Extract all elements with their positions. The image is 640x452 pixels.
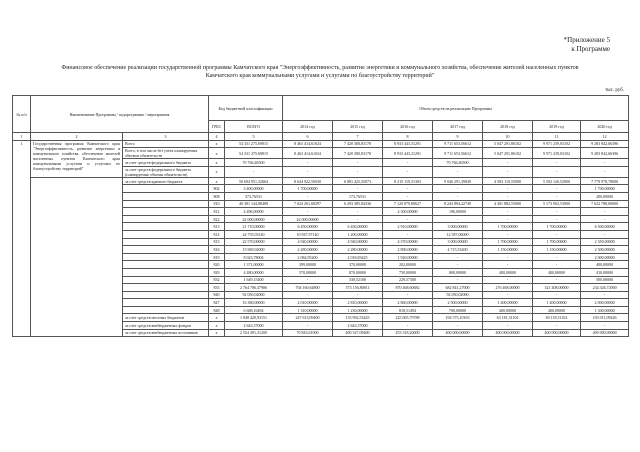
year-amount: 1 400,00000 [533,299,581,307]
year-amount: - [483,208,533,216]
total-amount: 2 643,37000 [225,322,283,330]
year-amount: 400 327,09400 [333,329,383,337]
total-amount: 4 480,00000 [225,268,283,276]
year-amount: - [483,192,533,200]
grbs-code: x [209,166,225,177]
grbs-code: x [209,329,225,337]
total-amount: 24 755,03140 [225,230,283,238]
total-amount: 92 050,02000 [225,291,283,299]
column-number-cell: 2 [31,133,123,141]
total-amount: 16 380,00000 [225,299,283,307]
year-amount: 400 000,00000 [483,329,533,337]
grbs-code: 848 [209,306,225,314]
funding-source: Всего, в том числе без учета планируемых объемов обязательств [123,148,209,159]
grbs-code: x [209,140,225,148]
year-amount: 63 181,31102 [483,314,533,322]
total-amount: 40 381 144,88489 [225,200,283,208]
year-amount: 3 000,00000 [433,223,483,231]
year-amount: - [581,159,629,167]
year-amount: 400 000,00000 [581,329,629,337]
grbs-code: 822 [209,215,225,223]
total-amount: 4 496,00000 [225,208,283,216]
year-amount: 247 613,09400 [283,314,333,322]
year-amount: - [433,253,483,261]
column-number-row [13,133,629,141]
year-amount: 4 583 110,55000 [483,177,533,185]
header-num: № п/п [13,96,31,133]
year-amount: 6 500,00000 [581,223,629,231]
year-amount: - [383,159,433,167]
year-amount: - [533,185,581,193]
year-amount: 9 971 239,03102 [533,140,581,148]
appendix-note [564,36,610,54]
year-amount: - [483,159,533,167]
year-amount: 3 000,00000 [433,238,483,246]
year-amount: 42 000,00000 [283,215,333,223]
title-line-2: Камчатского края коммунальными услугами и услугами по благоустройству территорий" [205,73,435,79]
column-number-cell: 7 [333,133,383,141]
year-amount: 1 700,00000 [533,238,581,246]
year-amount: - [533,208,581,216]
total-amount: 42 000,00000 [225,215,283,223]
year-amount: 69 118,51102 [533,314,581,322]
year-amount: - [383,215,433,223]
total-amount: 21 710,00000 [225,223,283,231]
year-amount: 400 000,00000 [433,329,483,337]
year-amount: 400,00000 [483,268,533,276]
year-amount: 9 711 653,56612 [433,140,483,148]
total-amount: 22 570,00000 [225,238,283,246]
year-amount: 2 860,00000 [383,299,433,307]
year-amount: 12 587,06000 [433,230,483,238]
year-amount: 1 700,00000 [283,185,333,193]
year-amount: 7 120 879,80627 [383,200,433,208]
year-amount: - [533,261,581,269]
year-amount: 6 450,00000 [283,223,333,231]
year-amount: - [581,215,629,223]
year-amount: 750,00000 [383,268,433,276]
year-amount: 6 450,00000 [333,223,383,231]
year-amount: 7 779 978,78000 [581,177,629,185]
year-amount: 194 575,10163 [433,314,483,322]
funding-source [123,299,209,307]
title-line-1: Финансовое обеспечение реализации государственной программы Камчатского края "Энергоэффективность, развитие энергетики и коммунального хозяйства, обеспечение жителей населенных пунктов [61,65,579,71]
year-amount: 4 940,00000 [283,238,333,246]
program-name: Государственная программа Камчатского края "Энергоэффективность, развитие энергетики и коммунального хозяйства, обеспечение жителей населенных пунктов Камчатского края коммунальными услугами и услугами по благоустройству территорий" [31,140,123,177]
year-amount: 800,00000 [433,268,483,276]
year-amount: 225 605,79788 [383,314,433,322]
year-amount: 570,00000 [283,268,333,276]
total-amount: 2 554 491,31200 [225,329,283,337]
year-amount: 5 047 291,86102 [483,148,533,159]
funding-source [123,223,209,231]
column-number-cell: 3 [123,133,209,141]
year-amount: 9 283 842,66396 [581,148,629,159]
year-amount: - [333,185,383,193]
funding-source [123,253,209,261]
column-number-cell: 6 [283,133,333,141]
grbs-code: x [209,177,225,185]
year-amount: 330,52100 [333,276,383,284]
total-amount: 6 668,16494 [225,306,283,314]
year-amount: - [533,291,581,299]
year-amount: 700,00000 [433,306,483,314]
year-amount: 4 370,00000 [383,238,433,246]
funding-source [123,230,209,238]
year-amount: - [483,185,533,193]
total-amount: 1 048 420,93151 [225,314,283,322]
year-amount: 1 230,00000 [333,306,383,314]
year-amount: 1 150,00000 [533,246,581,254]
table-row [13,177,629,185]
year-amount: - [533,322,581,330]
funding-source [123,215,209,223]
year-amount: 6 293 385,84336 [333,200,383,208]
header-code: Код бюджетной классификации [209,96,283,121]
year-amount: 573 156,80811 [333,284,383,292]
year-amount: - [283,291,333,299]
header-year-2019: 2019 год [533,121,581,133]
funding-source [123,238,209,246]
year-amount: 9 971 239,03102 [533,148,581,159]
year-amount: 8 215 119,31303 [383,177,433,185]
funding-source [123,306,209,314]
year-amount: 8 644 922,56930 [283,177,333,185]
year-amount: 2 300,00000 [581,246,629,254]
year-amount: 1 700,00000 [581,185,629,193]
year-amount: 400,00000 [533,268,581,276]
year-amount: 704 160,64800 [283,284,333,292]
year-amount: 7 420 380,83178 [333,140,383,148]
funding-source: за счет средств внебюджетных источников [123,329,209,337]
year-amount: 196,00000 [433,208,483,216]
grbs-code: 815 [209,238,225,246]
year-amount: - [533,253,581,261]
year-amount: - [483,276,533,284]
year-amount: 173,76531 [333,192,383,200]
funding-source: за счет средств местных бюджетов [123,314,209,322]
column-number-cell: 5 [225,133,283,141]
year-amount: 6 881 425,35073 [333,177,383,185]
year-amount: 8 933 443,31291 [383,148,433,159]
column-number-cell: 1 [13,133,31,141]
year-amount: - [333,159,383,167]
column-number-cell: 11 [533,133,581,141]
year-amount: - [483,291,533,299]
grbs-code: 810 [209,200,225,208]
year-amount: - [483,230,533,238]
grbs-code: x [209,314,225,322]
year-amount: 92 050,02000 [433,291,483,299]
year-amount: - [483,253,533,261]
total-amount: - [225,166,283,177]
year-amount: - [433,185,483,193]
year-amount: 1 310,00000 [283,306,333,314]
year-amount: 9 283 842,66396 [581,140,629,148]
year-amount: 8 463 414,61024 [283,148,333,159]
year-amount: 135 992,53425 [333,314,383,322]
year-amount: 2 810,00000 [333,299,383,307]
year-amount: - [383,192,433,200]
year-amount: 2 010,00000 [283,299,333,307]
year-amount: 276 468,00000 [483,284,533,292]
year-amount: 870 468,60682 [383,284,433,292]
year-amount: - [581,291,629,299]
year-amount: 4 300,00000 [383,208,433,216]
year-amount: 4 715,53200 [433,246,483,254]
year-amount: - [383,166,433,177]
year-amount: 70 766,46500 [433,159,483,167]
year-amount: 500,00000 [581,276,629,284]
funding-source: за счет средств краевого бюджета [123,177,209,185]
year-amount: 1 200,00000 [333,230,383,238]
year-amount: 5 047 291,86102 [483,140,533,148]
year-amount: 2 890,00000 [383,246,433,254]
year-amount: 10 947,97140 [283,230,333,238]
year-amount: 2 350,00000 [581,238,629,246]
year-amount: - [283,192,333,200]
year-amount: - [383,322,433,330]
year-amount: - [483,261,533,269]
year-amount: 1 700,00000 [483,238,533,246]
year-amount: 8 463 414,61024 [283,140,333,148]
year-amount: 8 933 443,31291 [383,140,433,148]
year-amount: 1 700,00000 [533,223,581,231]
year-amount: 229,57300 [383,276,433,284]
column-number-cell: 12 [581,133,629,141]
year-amount: - [333,166,383,177]
year-amount: - [581,230,629,238]
year-amount: 400,00000 [533,306,581,314]
header-year-2017: 2017 год [433,121,483,133]
year-amount: - [483,215,533,223]
funding-source [123,276,209,284]
year-amount: 2 280,00000 [333,246,383,254]
year-amount: - [333,215,383,223]
year-amount: - [483,166,533,177]
year-amount: - [383,185,433,193]
grbs-code: 832 [209,276,225,284]
year-amount: - [433,215,483,223]
grbs-code: x [209,322,225,330]
column-number-cell: 8 [383,133,433,141]
year-amount: 453 318,20000 [383,329,433,337]
funding-source [123,192,209,200]
year-amount: 2 910,00000 [383,223,433,231]
total-amount: 8 023,78004 [225,253,283,261]
year-amount: - [283,159,333,167]
funding-source: за счет средств внебюджетных фондов [123,322,209,330]
year-amount: 9 046 291,39849 [433,177,483,185]
column-number-cell: 9 [433,133,483,141]
grbs-code: 840 [209,291,225,299]
header-name: Наименование Программы / подпрограммы / мероприятия [31,96,209,133]
year-amount: - [283,166,333,177]
year-amount: - [283,208,333,216]
year-amount: - [433,276,483,284]
year-amount: 7 622 788,00000 [581,200,629,208]
year-amount: - [433,322,483,330]
year-amount: - [383,291,433,299]
year-amount: 1 150,00000 [483,246,533,254]
grbs-code: 820 [209,261,225,269]
row-index: 1 [13,140,31,337]
year-amount: 1 920,00000 [383,253,433,261]
grbs-code: 816 [209,246,225,254]
year-amount: - [533,159,581,167]
header-year-2014: 2014 год [283,121,333,133]
header-volume: Объем средств на реализацию Программы [283,96,629,121]
year-amount: - [581,208,629,216]
funding-source: Всего [123,140,209,148]
total-amount: 1 649,15400 [225,276,283,284]
financing-table [12,95,629,337]
year-amount: 2 084,95200 [283,253,333,261]
total-amount: 15 969,02000 [225,246,283,254]
year-amount: - [581,322,629,330]
year-amount: 200,00000 [581,192,629,200]
year-amount: 2 018,83425 [333,253,383,261]
total-amount: 2 764 786,47986 [225,284,283,292]
year-amount: - [333,208,383,216]
year-amount: 400 000,00000 [533,329,581,337]
year-amount: 7 024 261,68297 [283,200,333,208]
table-row [13,140,629,148]
year-amount: 234 326,72000 [581,284,629,292]
year-amount: 9 711 653,56612 [433,148,483,159]
year-amount: 70 843,61000 [283,329,333,337]
funding-source [123,200,209,208]
year-amount: - [433,261,483,269]
funding-source [123,261,209,269]
year-amount: - [383,230,433,238]
year-amount: - [533,215,581,223]
grbs-code: 808 [209,192,225,200]
year-amount: 400,00000 [483,306,533,314]
year-amount: 1 700,00000 [483,223,533,231]
year-amount: - [581,166,629,177]
document-title [24,64,616,80]
name-continuation [31,177,123,336]
header-grbs: ГРБС [209,121,225,133]
year-amount: - [283,322,333,330]
year-amount: 4 301 882,55000 [483,200,533,208]
funding-source [123,284,209,292]
year-amount: - [283,276,333,284]
total-amount: 50 694 951,32064 [225,177,283,185]
funding-source [123,268,209,276]
year-amount: 1 300,00000 [581,306,629,314]
grbs-code: 847 [209,299,225,307]
grbs-code: 833 [209,284,225,292]
grbs-code: 804 [209,185,225,193]
year-amount: 410,00000 [581,268,629,276]
year-amount: 682 841,27000 [433,284,483,292]
year-amount: - [483,322,533,330]
header-total: ВСЕГО [225,121,283,133]
year-amount: 202,00000 [383,261,433,269]
year-amount: 399,00000 [283,261,333,269]
table-header-row [13,96,629,121]
grbs-code: 814 [209,230,225,238]
year-amount: 1 400,00000 [483,299,533,307]
year-amount: 370,00000 [333,261,383,269]
year-amount: 2 500,00000 [433,299,483,307]
appendix-line-1: *Приложение 5 [563,36,610,44]
header-year-2020: 2020 год [581,121,629,133]
year-amount: 7 420 380,83178 [333,148,383,159]
grbs-code: x [209,148,225,159]
year-amount: 870,00000 [333,268,383,276]
funding-source: за счет средств федерального бюджета [123,159,209,167]
grbs-code: 819 [209,253,225,261]
table-body [13,133,629,337]
column-number-cell: 4 [209,133,225,141]
year-amount: - [333,291,383,299]
column-number-cell: 10 [483,133,533,141]
funding-source [123,291,209,299]
year-amount: 5 502 126,52000 [533,177,581,185]
grbs-code: x [209,159,225,167]
year-amount: 2 643,37000 [333,322,383,330]
year-amount: 2 280,00000 [283,246,333,254]
year-amount: - [533,276,581,284]
year-amount: 2 000,00000 [581,299,629,307]
year-amount: - [533,166,581,177]
year-amount: 400,00000 [581,261,629,269]
grbs-code: 829 [209,268,225,276]
total-amount: 54 331 275,69815 [225,140,283,148]
funding-source [123,208,209,216]
year-amount: 103 011,09426 [581,314,629,322]
funding-source [123,185,209,193]
header-year-2015: 2015 год [333,121,383,133]
year-amount: - [533,192,581,200]
total-amount: 373,76531 [225,192,283,200]
year-amount: 8 243 894,42749 [433,200,483,208]
grbs-code: 812 [209,208,225,216]
year-amount: 321 408,00000 [533,284,581,292]
year-amount: 818,51494 [383,306,433,314]
total-amount: 3 400,00000 [225,185,283,193]
year-amount: 2 000,00000 [581,253,629,261]
funding-source [123,246,209,254]
year-amount: - [433,192,483,200]
year-amount: 4 940,00000 [333,238,383,246]
year-amount: - [433,166,483,177]
total-amount: 70 766,46500 [225,159,283,167]
year-amount: 5 173 902,53000 [533,200,581,208]
year-amount: - [533,230,581,238]
grbs-code: 813 [209,223,225,231]
funding-source: за счет средств федерального бюджета (планируемые объемы обязательств) [123,166,209,177]
header-year-2016: 2016 год [383,121,433,133]
total-amount: 1 371,00000 [225,261,283,269]
total-amount: 54 331 275,69815 [225,148,283,159]
appendix-line-2: к Программе [571,45,610,53]
header-year-2018: 2018 год [483,121,533,133]
units-label: тыс. руб. [605,88,624,93]
